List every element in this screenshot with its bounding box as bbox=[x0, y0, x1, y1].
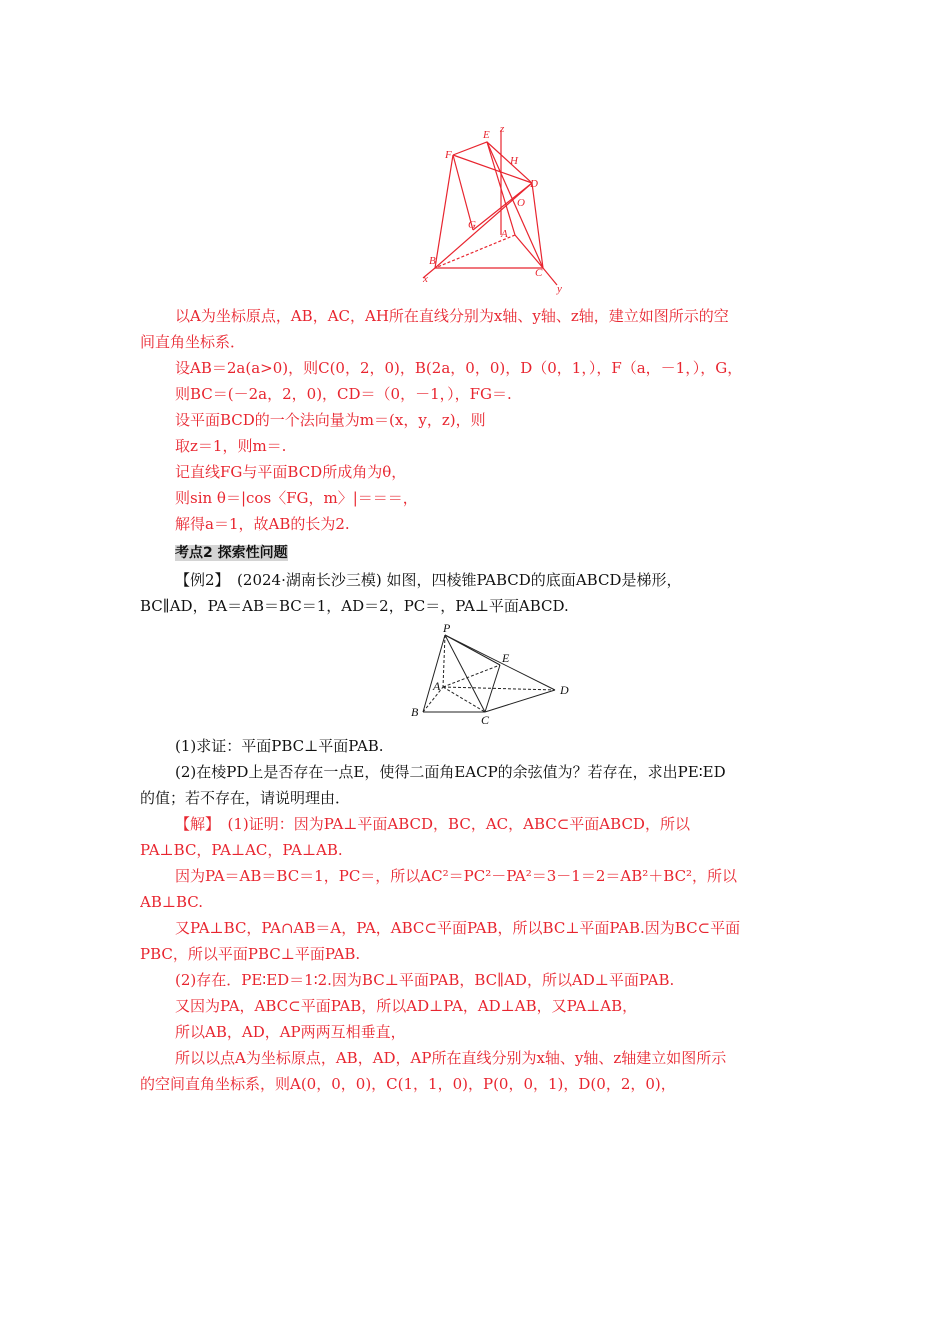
fig1-label-b: B bbox=[429, 255, 436, 267]
text-line-6: 取z＝1，则m＝. bbox=[175, 437, 287, 455]
fig1-label-a: A bbox=[501, 228, 508, 240]
solution-line-2: PA⊥BC，PA⊥AC，PA⊥AB. bbox=[140, 841, 343, 859]
fig1-label-h: H bbox=[510, 155, 518, 167]
solution-line-10: 所以以点A为坐标原点，AB，AD，AP所在直线分别为x轴、y轴、z轴建立如图所示 bbox=[175, 1049, 727, 1067]
fig2-label-e: E bbox=[502, 651, 510, 665]
solution-line-6: PBC，所以平面PBC⊥平面PAB. bbox=[140, 945, 361, 963]
fig1-label-d: D bbox=[530, 178, 538, 190]
fig1-label-z: z bbox=[500, 123, 505, 135]
section-heading: 考点2 探索性问题 bbox=[175, 545, 288, 561]
fig1-label-o: O bbox=[517, 197, 525, 209]
fig2-label-b: B bbox=[411, 705, 419, 719]
fig1-label-g: G bbox=[468, 219, 476, 231]
solution-line-11: 的空间直角坐标系，则A(0，0，0)，C(1，1，0)，P(0，0，1)，D(0，2，0)， bbox=[140, 1075, 676, 1093]
fig2-label-p: P bbox=[443, 621, 451, 635]
fig1-label-y: y bbox=[557, 283, 562, 295]
solution-line-3: 因为PA＝AB＝BC＝1，PC＝，所以AC²＝PC²－PA²＝3－1＝2＝AB²＋BC²，所以 bbox=[175, 867, 738, 885]
fig2-label-a: A bbox=[433, 679, 441, 693]
fig1-label-f: F bbox=[445, 149, 452, 161]
text-line-1: 以A为坐标原点，AB，AC，AH所在直线分别为x轴、y轴、z轴，建立如图所示的空 bbox=[175, 307, 729, 325]
question-2-line-2: 的值；若不存在，请说明理由． bbox=[140, 789, 351, 807]
fig2-label-c: C bbox=[481, 713, 490, 727]
text-line-7: 记直线FG与平面BCD所成角为θ， bbox=[175, 463, 407, 481]
solution-line-9: 所以AB，AD，AP两两互相垂直， bbox=[175, 1023, 406, 1041]
text-line-9: 解得a＝1，故AB的长为2. bbox=[175, 515, 350, 533]
text-line-3: 设AB＝2a(a>0)，则C(0，2，0)，B(2a，0，0)，D（0，1，），F（a，－1，），G， bbox=[175, 359, 743, 377]
question-1: (1)求证：平面PBC⊥平面PAB. bbox=[175, 737, 384, 755]
solution-line-1: 【解】 (1)证明：因为PA⊥平面ABCD，BC，AC，ABC⊂平面ABCD，所以 bbox=[175, 815, 690, 833]
solution-line-7: (2)存在．PE∶ED＝1∶2.因为BC⊥平面PAB，BC∥AD，所以AD⊥平面PAB. bbox=[175, 971, 675, 989]
text-line-4: 则BC＝(－2a，2，0)，CD＝（0，－1，），FG＝. bbox=[175, 385, 512, 403]
question-2-line-1: (2)在棱PD上是否存在一点E，使得二面角EACP的余弦值为？若存在，求出PE∶ED bbox=[175, 763, 726, 781]
text-line-5: 设平面BCD的一个法向量为m＝(x，y，z)，则 bbox=[175, 411, 486, 429]
figure-1-geometry bbox=[405, 120, 580, 295]
example-2-line-1: 【例2】 (2024·湖南长沙三模) 如图，四棱锥PABCD的底面ABCD是梯形， bbox=[175, 571, 682, 589]
fig1-label-e: E bbox=[483, 129, 490, 141]
text-line-2: 间直角坐标系． bbox=[140, 333, 246, 351]
solution-line-4: AB⊥BC. bbox=[140, 893, 203, 911]
figure-2-pyramid bbox=[405, 620, 580, 730]
fig2-label-d: D bbox=[560, 683, 569, 697]
example-2-line-2: BC∥AD，PA＝AB＝BC＝1，AD＝2，PC＝，PA⊥平面ABCD. bbox=[140, 597, 569, 615]
solution-line-8: 又因为PA，ABC⊂平面PAB，所以AD⊥PA，AD⊥AB，又PA⊥AB， bbox=[175, 997, 638, 1015]
text-line-8: 则sin θ＝|cos〈FG，m〉|＝＝＝， bbox=[175, 489, 418, 507]
fig1-label-c: C bbox=[535, 267, 543, 279]
fig1-label-x: x bbox=[423, 273, 428, 285]
solution-line-5: 又PA⊥BC，PA∩AB＝A，PA，ABC⊂平面PAB，所以BC⊥平面PAB.因为BC⊂平面 bbox=[175, 919, 741, 937]
